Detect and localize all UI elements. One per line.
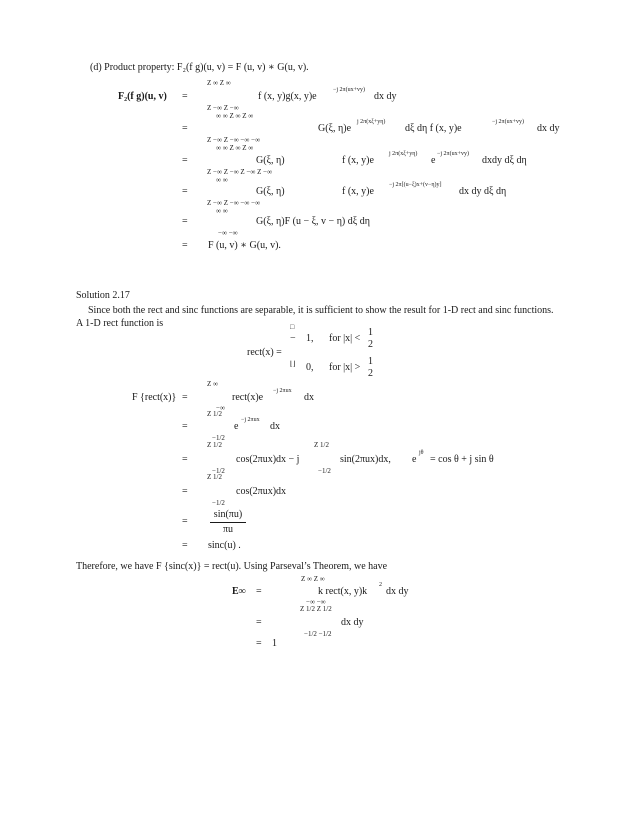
equals-sign: = — [182, 454, 188, 465]
exponent: −j 2π(ux+vy) — [437, 151, 469, 157]
equation-lhs: E∞ — [232, 586, 246, 597]
part-d-heading: (d) Product property: F₂(f g)(u, v) = F (u, v) ∗ G(u, v). — [90, 62, 309, 73]
exponent: −j 2π[(u−ξ)x+(v−η)y] — [389, 182, 442, 188]
integral-limits: Z −∞ Z −∞ −∞ −∞ — [207, 199, 261, 207]
equation-term: f (x, y)e — [342, 186, 374, 197]
case-value: 1, — [306, 333, 314, 344]
paragraph: Since both the rect and sinc functions are separable, it is sufficient to show the result for 1-D rect and sinc functions. A 1-D rect function is — [76, 305, 554, 329]
fraction-numerator: 1 — [368, 356, 373, 367]
fraction-numerator: 1 — [368, 327, 373, 338]
integral-limits: −1/2 — [212, 467, 225, 475]
equals-sign: = — [182, 540, 188, 551]
fraction-denominator: πu — [222, 524, 234, 535]
integral-limits: −∞ −∞ — [218, 229, 238, 237]
integral-sign: Z 1/2 — [314, 441, 329, 449]
equation-term: e — [412, 454, 417, 465]
integral-limits: −1/2 — [318, 467, 331, 475]
case-condition: for |x| > — [329, 362, 361, 373]
equals-sign: = — [182, 216, 188, 227]
exponent: j 2π(xξ+yη) — [389, 151, 418, 157]
equation-term: G(ξ, η)e — [318, 123, 352, 134]
exponent: −j 2π(ux+vy) — [333, 87, 365, 93]
equation-term: f (x, y)g(x, y)e — [258, 91, 317, 102]
equals-sign: = — [256, 586, 262, 597]
equation-term: G(ξ, η) — [256, 186, 285, 197]
brace-bottom: ⌊⌋ — [290, 360, 296, 368]
integral-sign: ∞ ∞ — [216, 207, 228, 215]
equation-term: = cos θ + j sin θ — [430, 454, 494, 465]
equation-term: cos(2πux)dx − j — [236, 454, 300, 465]
exponent: 2 — [379, 582, 382, 588]
integral-limits: −∞ −∞ — [306, 598, 326, 606]
differential: dx dy — [537, 123, 560, 134]
equals-sign: = — [182, 186, 188, 197]
equation-term: rect(x)e — [232, 392, 264, 403]
brace-mark: − — [290, 333, 296, 344]
fraction-numerator: sin(πu) — [213, 509, 243, 520]
equals-sign: = — [256, 617, 262, 628]
equals-sign: = — [182, 486, 188, 497]
rect-definition-lhs: rect(x) = — [247, 347, 282, 358]
equation-term: sinc(u) . — [208, 540, 241, 551]
integral-sign: Z 1/2 — [207, 441, 222, 449]
differential: dx dy — [374, 91, 397, 102]
fraction-denominator: 2 — [368, 339, 373, 350]
case-condition: for |x| < — [329, 333, 361, 344]
equation-term: G(ξ, η) — [256, 155, 285, 166]
differential: dx dy dξ dη — [459, 186, 507, 197]
equation-term: G(ξ, η)F (u − ξ, v − η) dξ dη — [256, 216, 370, 227]
integral-sign: Z ∞ Z ∞ — [207, 79, 231, 87]
equals-sign: = — [182, 91, 188, 102]
equation-term: sin(2πux)dx, — [340, 454, 391, 465]
brace-top: □ — [290, 323, 295, 331]
equation-lhs: F {rect(x)} — [132, 392, 177, 403]
integral-sign: Z 1/2 — [207, 473, 222, 481]
integral-sign: Z ∞ — [207, 380, 219, 388]
equation-term: cos(2πux)dx — [236, 486, 287, 497]
integral-limits: Z −∞ Z −∞ — [207, 104, 239, 112]
fraction-denominator: 2 — [368, 368, 373, 379]
integral-sign: ∞ ∞ — [216, 176, 228, 184]
exponent: −j 2πux — [273, 388, 292, 394]
exponent: −j 2π(ux+vy) — [492, 119, 524, 125]
integral-sign: ∞ ∞ Z ∞ Z ∞ — [216, 144, 254, 152]
paragraph: Therefore, we have F {sinc(x)} = rect(u). Using Parseval’s Theorem, we have — [76, 561, 388, 572]
integral-limits: −∞ — [216, 404, 225, 412]
fraction-bar — [210, 522, 246, 523]
equation-term: F (u, v) ∗ G(u, v). — [208, 240, 281, 251]
equation-term: 1 — [272, 638, 277, 649]
integral-limits: Z −∞ Z −∞ Z −∞ Z −∞ — [207, 168, 273, 176]
equation-term: e — [431, 155, 436, 166]
integral-limits: Z −∞ Z −∞ −∞ −∞ — [207, 136, 261, 144]
equals-sign: = — [182, 421, 188, 432]
section-title: Solution 2.17 — [76, 290, 130, 301]
exponent: jθ — [419, 450, 424, 456]
integral-limits: −1/2 — [212, 434, 225, 442]
integral-limits: −1/2 −1/2 — [304, 630, 332, 638]
integral-sign: Z 1/2 Z 1/2 — [300, 605, 332, 613]
equals-sign: = — [182, 240, 188, 251]
integral-sign: ∞ ∞ Z ∞ Z ∞ — [216, 112, 254, 120]
integral-sign: Z 1/2 — [207, 410, 222, 418]
equals-sign: = — [256, 638, 262, 649]
equation-term: k rect(x, y)k — [318, 586, 368, 597]
equation-term: f (x, y)e — [342, 155, 374, 166]
differential: dx dy — [341, 617, 364, 628]
integral-limits: −1/2 — [212, 499, 225, 507]
exponent: j 2π(xξ+yη) — [357, 119, 386, 125]
equals-sign: = — [182, 516, 188, 527]
equals-sign: = — [182, 123, 188, 134]
differential: dx — [270, 421, 280, 432]
equation-term: e — [234, 421, 239, 432]
case-value: 0, — [306, 362, 314, 373]
differential: dx dy — [386, 586, 409, 597]
equation-lhs: F₂(f g)(u, v) — [118, 91, 167, 102]
integral-sign: Z ∞ Z ∞ — [301, 575, 325, 583]
exponent: −j 2πux — [241, 417, 260, 423]
differential: dxdy dξ dη — [482, 155, 527, 166]
equals-sign: = — [182, 155, 188, 166]
equation-term: dξ dη f (x, y)e — [405, 123, 462, 134]
differential: dx — [304, 392, 314, 403]
equals-sign: = — [182, 392, 188, 403]
